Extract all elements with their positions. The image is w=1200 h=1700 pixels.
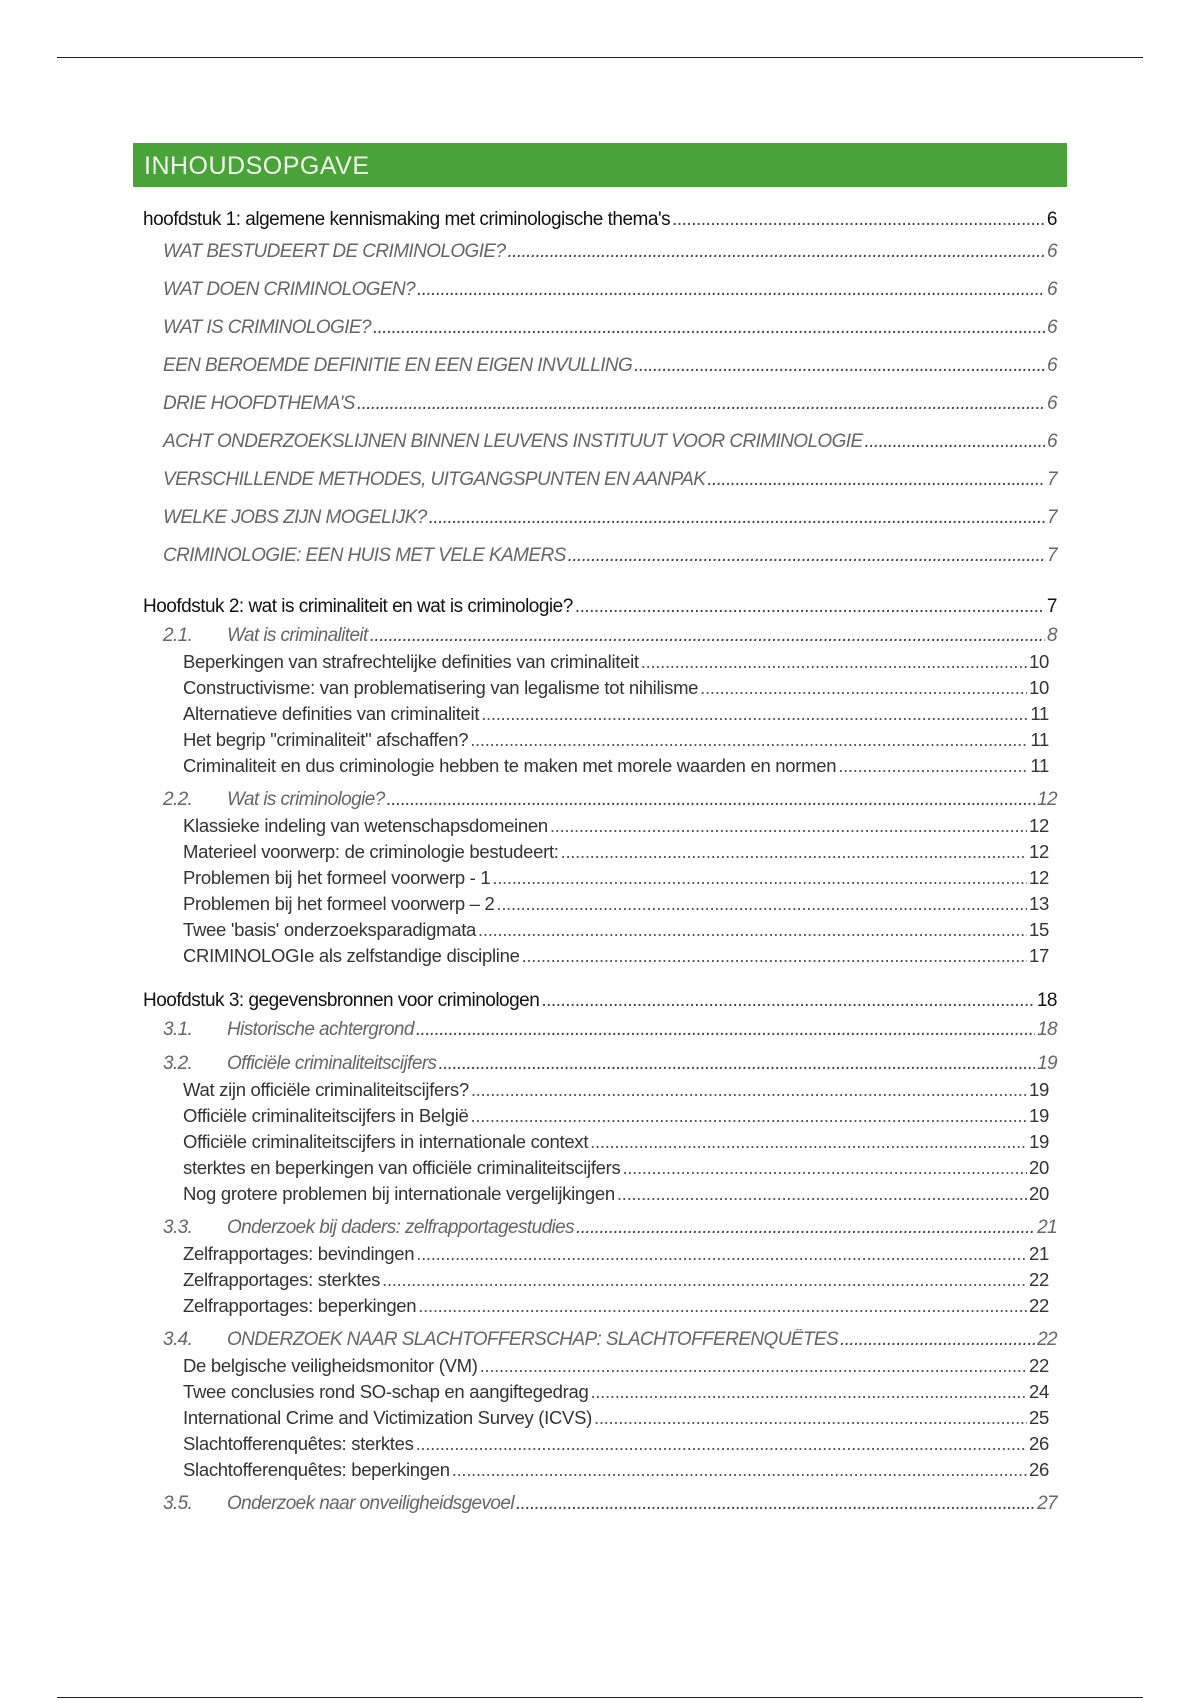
toc-subsection-entry[interactable] — [133, 1381, 1067, 1407]
toc-entry-title: Zelfrapportages: sterktes — [183, 1269, 381, 1290]
toc-entry-title: De belgische veiligheidsmonitor (VM) — [183, 1355, 478, 1376]
toc-entry-number: 3.5. — [163, 1493, 193, 1514]
toc-subsection-entry[interactable] — [133, 1079, 1067, 1105]
toc-dot-leader — [416, 1019, 1035, 1041]
toc-dot-leader — [561, 841, 1027, 863]
toc-entry-title: Problemen bij het formeel voorwerp - 1 — [183, 867, 491, 888]
toc-page-number: 19 — [1029, 1105, 1049, 1126]
toc-entry-title: Problemen bij het formeel voorwerp – 2 — [183, 893, 495, 914]
toc-dot-leader — [550, 815, 1027, 837]
toc-section-entry[interactable] — [133, 1217, 1067, 1243]
toc-dot-leader — [370, 625, 1045, 647]
toc-page-number: 12 — [1029, 841, 1049, 862]
toc-dot-leader — [429, 501, 1045, 535]
toc-entry-title: Slachtofferenquêtes: beperkingen — [183, 1459, 450, 1480]
toc-entry-title: Historische achtergrond — [227, 1019, 414, 1040]
toc-subsection-entry[interactable] — [133, 1105, 1067, 1131]
toc-chapter-entry[interactable] — [133, 209, 1067, 235]
toc-dot-leader — [840, 1329, 1035, 1351]
toc-page-number: 8 — [1047, 625, 1057, 646]
toc-section-entry[interactable] — [133, 625, 1067, 651]
toc-entry-title: sterktes en beperkingen van officiële criminaliteitscijfers — [183, 1157, 621, 1178]
toc-chapter-entry[interactable] — [133, 596, 1067, 622]
toc-page-number: 6 — [1047, 393, 1057, 414]
toc-entry-title: Wat is criminologie? — [227, 789, 385, 810]
toc-section-entry[interactable] — [133, 349, 1067, 387]
toc-dot-leader — [452, 1459, 1027, 1481]
toc-dot-leader — [416, 1243, 1027, 1265]
toc-entry-title: Onderzoek bij daders: zelfrapportagestudies — [227, 1217, 575, 1238]
toc-page-number: 22 — [1029, 1355, 1049, 1376]
toc-entry-title: CRIMINOLOGIE: EEN HUIS MET VELE KAMERS — [163, 545, 566, 566]
toc-entry-title: VERSCHILLENDE METHODES, UITGANGSPUNTEN EN AANPAK — [163, 469, 706, 490]
toc-chapter-entry[interactable] — [133, 990, 1067, 1016]
toc-page-number: 12 — [1029, 815, 1049, 836]
toc-dot-leader — [480, 1355, 1027, 1377]
toc-page-number: 22 — [1037, 1329, 1057, 1350]
toc-banner: INHOUDSOPGAVE — [133, 143, 1067, 187]
toc-page-number: 18 — [1037, 1019, 1057, 1040]
toc-subsection-entry[interactable] — [133, 729, 1067, 755]
toc-page-number: 7 — [1046, 596, 1057, 617]
toc-entry-title: Onderzoek naar onveiligheidsgevoel — [227, 1493, 514, 1514]
toc-dot-leader — [382, 1269, 1027, 1291]
toc-dot-leader — [700, 677, 1027, 699]
toc-entry-title: International Crime and Victimization Survey (ICVS) — [183, 1407, 592, 1428]
toc-entry-title: Zelfrapportages: bevindingen — [183, 1243, 415, 1264]
toc-dot-leader — [522, 945, 1027, 967]
toc-page-number: 24 — [1029, 1381, 1049, 1402]
toc-entry-title: CRIMINOLOGIe als zelfstandige discipline — [183, 945, 520, 966]
toc-subsection-entry[interactable] — [133, 703, 1067, 729]
toc-page-number: 6 — [1047, 355, 1057, 376]
toc-entry-title: Alternatieve definities van criminaliteit — [183, 703, 480, 724]
toc-dot-leader — [590, 1131, 1027, 1153]
toc-entry-title: ACHT ONDERZOEKSLIJNEN BINNEN LEUVENS INSTITUUT VOOR CRIMINOLOGIE — [163, 431, 863, 452]
toc-page-number: 7 — [1047, 507, 1057, 528]
toc-dot-leader — [416, 1433, 1027, 1455]
toc-section-entry[interactable] — [133, 235, 1067, 273]
toc-dot-leader — [471, 1105, 1027, 1127]
toc-dot-leader — [481, 703, 1028, 725]
toc-page-number: 6 — [1047, 241, 1057, 262]
toc-dot-leader — [575, 596, 1045, 618]
toc-page-number: 19 — [1037, 1053, 1057, 1074]
toc-entry-title: Nog grotere problemen bij internationale vergelijkingen — [183, 1183, 615, 1204]
toc-dot-leader — [594, 1407, 1027, 1429]
toc-section-group — [133, 625, 1067, 971]
toc-page-number: 13 — [1029, 893, 1049, 914]
toc-dot-leader — [438, 1053, 1035, 1075]
toc-page-number: 15 — [1029, 919, 1049, 940]
toc-entry-number: 2.2. — [163, 789, 193, 810]
toc-subsection-entry[interactable] — [133, 755, 1067, 781]
toc-dot-leader — [418, 1295, 1027, 1317]
toc-entry-title: Twee conclusies rond SO-schap en aangiftegedrag — [183, 1381, 589, 1402]
toc-page-number: 12 — [1029, 867, 1049, 888]
toc-page-number: 21 — [1037, 1217, 1057, 1238]
toc-subsection-entry[interactable] — [133, 677, 1067, 703]
toc-section-entry[interactable] — [133, 311, 1067, 349]
toc-subsection-entry[interactable] — [133, 1243, 1067, 1269]
toc-section-entry[interactable] — [133, 1053, 1067, 1079]
toc-page-number: 20 — [1029, 1157, 1049, 1178]
toc-entry-title: Wat zijn officiële criminaliteitscijfers? — [183, 1079, 469, 1100]
table-of-contents — [133, 143, 1067, 1519]
toc-section-entry[interactable] — [133, 387, 1067, 425]
toc-section-entry[interactable] — [133, 425, 1067, 463]
toc-page-number: 7 — [1047, 469, 1057, 490]
toc-dot-leader — [541, 990, 1035, 1012]
toc-entry-title: Wat is criminaliteit — [227, 625, 368, 646]
toc-page-number: 11 — [1030, 703, 1049, 724]
toc-dot-leader — [672, 209, 1045, 231]
toc-entry-number: 3.2. — [163, 1053, 193, 1074]
toc-dot-leader — [357, 387, 1045, 421]
toc-entry-title: Beperkingen van strafrechtelijke definities van criminaliteit — [183, 651, 639, 672]
toc-dot-leader — [373, 311, 1045, 345]
toc-section-entry[interactable] — [133, 1019, 1067, 1045]
toc-entry-title: Klassieke indeling van wetenschapsdomeinen — [183, 815, 548, 836]
toc-subsection-entry[interactable] — [133, 1269, 1067, 1295]
toc-entries — [133, 209, 1067, 1519]
toc-entry-title: Het begrip "criminaliteit" afschaffen? — [183, 729, 469, 750]
toc-page-number: 27 — [1037, 1493, 1057, 1514]
toc-subsection-entry[interactable] — [133, 867, 1067, 893]
toc-entry-title: DRIE HOOFDTHEMA'S — [163, 393, 355, 414]
toc-entry-title: Hoofdstuk 2: wat is criminaliteit en wat is criminologie? — [143, 596, 573, 617]
toc-subsection-entry[interactable] — [133, 815, 1067, 841]
toc-section-group — [133, 1019, 1067, 1519]
toc-entry-title: Officiële criminaliteitscijfers in België — [183, 1105, 469, 1126]
toc-subsection-entry[interactable] — [133, 841, 1067, 867]
toc-entry-title: Twee 'basis' onderzoeksparadigmata — [183, 919, 477, 940]
toc-page-number: 26 — [1029, 1433, 1049, 1454]
toc-entry-number: 3.3. — [163, 1217, 193, 1238]
toc-page-number: 26 — [1029, 1459, 1049, 1480]
toc-dot-leader — [617, 1183, 1027, 1205]
toc-page-number: 10 — [1029, 651, 1049, 672]
toc-entry-title: WAT DOEN CRIMINOLOGEN? — [163, 279, 416, 300]
toc-subsection-entry[interactable] — [133, 1183, 1067, 1209]
toc-entry-title: Constructivisme: van problematisering van legalisme tot nihilisme — [183, 677, 699, 698]
toc-page-number: 22 — [1029, 1269, 1049, 1290]
toc-page-number: 19 — [1029, 1079, 1049, 1100]
toc-subsection-entry[interactable] — [133, 1157, 1067, 1183]
toc-entry-title: Officiële criminaliteitscijfers — [227, 1053, 437, 1074]
toc-dot-leader — [496, 893, 1027, 915]
toc-page-number: 17 — [1029, 945, 1049, 966]
toc-section-entry[interactable] — [133, 1493, 1067, 1519]
toc-section-group — [133, 235, 1067, 577]
toc-dot-leader — [622, 1157, 1027, 1179]
toc-dot-leader — [641, 651, 1027, 673]
toc-section-entry[interactable] — [133, 501, 1067, 539]
toc-dot-leader — [568, 539, 1045, 573]
toc-page-number: 19 — [1029, 1131, 1049, 1152]
toc-dot-leader — [478, 919, 1027, 941]
toc-page-number: 6 — [1047, 279, 1057, 300]
toc-entry-title: EEN BEROEMDE DEFINITIE EN EEN EIGEN INVULLING — [163, 355, 633, 376]
toc-entry-title: Materieel voorwerp: de criminologie bestudeert: — [183, 841, 559, 862]
toc-page-number: 18 — [1036, 990, 1057, 1011]
toc-entry-title: Zelfrapportages: beperkingen — [183, 1295, 417, 1316]
toc-page-number: 6 — [1047, 431, 1057, 452]
toc-entry-title: Criminaliteit en dus criminologie hebben te maken met morele waarden en normen — [183, 755, 837, 776]
toc-entry-number: 3.1. — [163, 1019, 193, 1040]
toc-subsection-entry[interactable] — [133, 651, 1067, 677]
toc-entry-number: 3.4. — [163, 1329, 193, 1350]
toc-subsection-entry[interactable] — [133, 1295, 1067, 1321]
toc-subsection-entry[interactable] — [133, 945, 1067, 971]
toc-section-entry[interactable] — [133, 273, 1067, 311]
toc-subsection-entry[interactable] — [133, 1407, 1067, 1433]
toc-entry-title: WELKE JOBS ZIJN MOGELIJK? — [163, 507, 427, 528]
toc-subsection-entry[interactable] — [133, 893, 1067, 919]
toc-entry-title: Hoofdstuk 3: gegevensbronnen voor criminologen — [143, 990, 540, 1011]
toc-dot-leader — [516, 1493, 1035, 1515]
toc-entry-title: ONDERZOEK NAAR SLACHTOFFERSCHAP: SLACHTOFFERENQUÊTES — [227, 1329, 839, 1350]
toc-dot-leader — [387, 789, 1035, 811]
toc-subsection-entry[interactable] — [133, 919, 1067, 945]
toc-page-number: 11 — [1030, 729, 1049, 750]
toc-dot-leader — [707, 463, 1045, 497]
toc-entry-title: Officiële criminaliteitscijfers in internationale context — [183, 1131, 589, 1152]
toc-dot-leader — [492, 867, 1027, 889]
toc-dot-leader — [417, 273, 1045, 307]
toc-page-number: 20 — [1029, 1183, 1049, 1204]
toc-page-number: 10 — [1029, 677, 1049, 698]
toc-entry-title: Slachtofferenquêtes: sterktes — [183, 1433, 414, 1454]
toc-dot-leader — [471, 1079, 1027, 1101]
toc-entry-title: WAT IS CRIMINOLOGIE? — [163, 317, 371, 338]
toc-section-entry[interactable] — [133, 463, 1067, 501]
toc-dot-leader — [576, 1217, 1035, 1239]
toc-entry-title: WAT BESTUDEERT DE CRIMINOLOGIE? — [163, 241, 506, 262]
toc-dot-leader — [865, 425, 1046, 459]
toc-dot-leader — [470, 729, 1028, 751]
toc-entry-title: hoofdstuk 1: algemene kennismaking met criminologische thema's — [143, 209, 671, 230]
toc-subsection-entry[interactable] — [133, 1433, 1067, 1459]
toc-page-number: 25 — [1029, 1407, 1049, 1428]
header-rule — [57, 57, 1143, 58]
toc-dot-leader — [507, 235, 1045, 269]
toc-entry-number: 2.1. — [163, 625, 193, 646]
toc-dot-leader — [838, 755, 1028, 777]
toc-subsection-entry[interactable] — [133, 1131, 1067, 1157]
toc-section-entry[interactable] — [133, 789, 1067, 815]
toc-page-number: 7 — [1047, 545, 1057, 566]
toc-page-number: 21 — [1029, 1243, 1049, 1264]
toc-page-number: 6 — [1046, 209, 1057, 230]
toc-page-number: 6 — [1047, 317, 1057, 338]
toc-dot-leader — [634, 349, 1045, 383]
toc-dot-leader — [591, 1381, 1028, 1403]
toc-page-number: 11 — [1030, 755, 1049, 776]
toc-page-number: 12 — [1037, 789, 1057, 810]
toc-section-entry[interactable] — [133, 539, 1067, 577]
toc-section-entry[interactable] — [133, 1329, 1067, 1355]
footer-rule — [57, 1697, 1143, 1698]
toc-subsection-entry[interactable] — [133, 1459, 1067, 1485]
toc-page-number: 22 — [1029, 1295, 1049, 1316]
toc-subsection-entry[interactable] — [133, 1355, 1067, 1381]
